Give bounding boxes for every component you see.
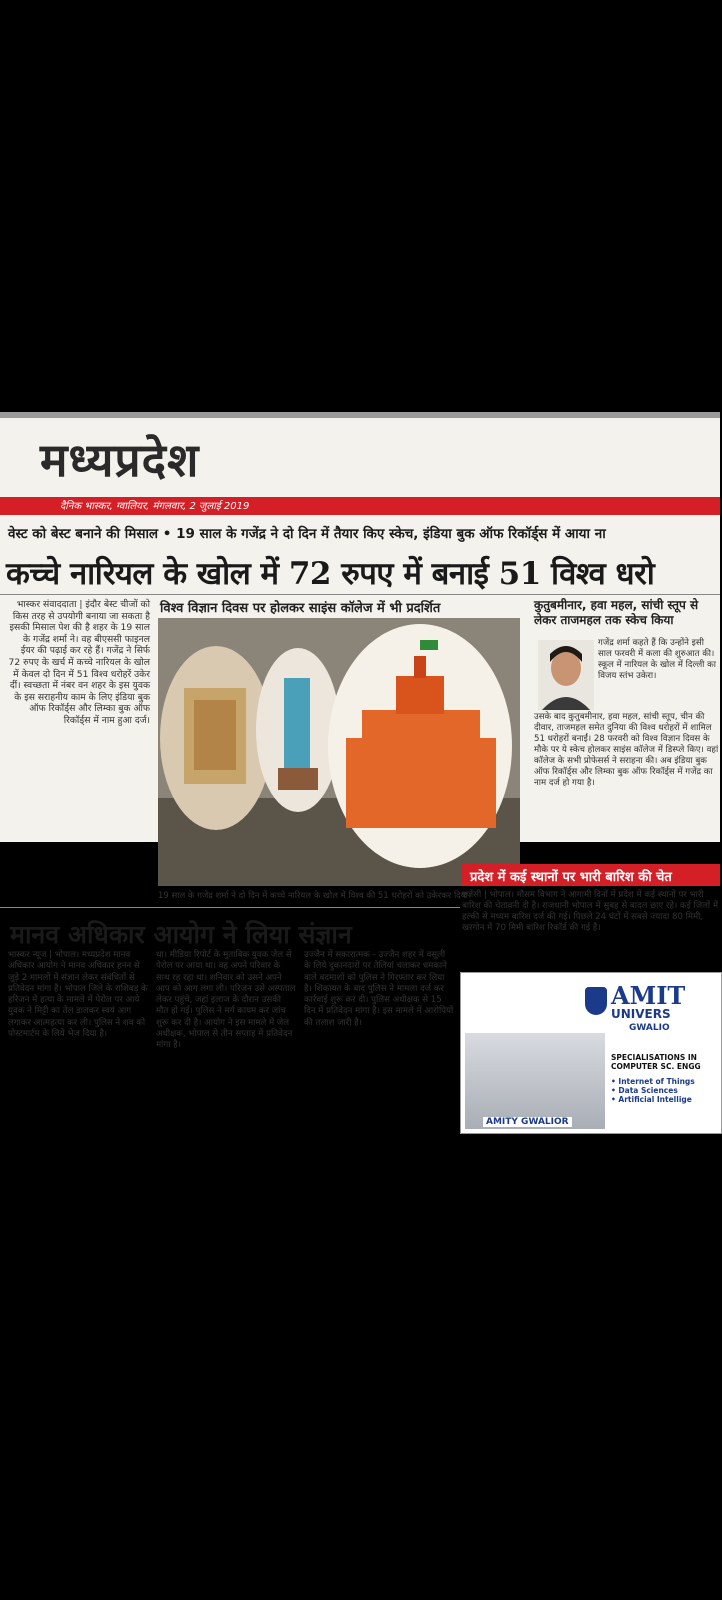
side-story-body: उसके बाद कुतुबमीनार, हवा महल, सांची स्तूप, चीन की दीवार, ताजमहल समेत दुनिया की विश्व धरोहरों में शामिल 51 धरोहरों बनाईं। 28 फरवरी को विश्व विज्ञान दिवस के मौके पर ये स्केच होलकर साइंस कॉलेज में डिस्प्ले किए। वहां कॉलेज के सभी प्रोफेसर्स ने सराहना की। अब इंडिया बुक ऑफ रिकॉर्ड्स और लिम्का बुक ऑफ रिकॉर्ड्स में गजेंद्र का नाम दर्ज हो गया है। [534, 712, 719, 788]
rain-alert-title: प्रदेश में कई स्थानों पर भारी बारिश की चेत [470, 870, 672, 885]
second-headline: मानव अधिकार आयोग ने लिया संज्ञान [10, 920, 352, 949]
rain-alert-text: एजेंसी | भोपाल। मौसम विभाग ने आगामी दिनों में प्रदेश में कई स्थानों पर भारी बारिश की चेतावनी दी है। राजधानी भोपाल में सुबह से बादल छाए रहे। कई जिलों में हल्की से मध्यम बारिश दर्ज की गई। पिछले 24 घंटों में सबसे ज्यादा 80 मिमी, खरगोन में 70 मिमी बारिश रिकॉर्ड की गई है। [462, 890, 719, 933]
ad-specialisations: SPECIALISATIONS IN COMPUTER SC. ENGG [611, 1053, 701, 1071]
divider [0, 907, 460, 908]
portrait-photo [538, 640, 594, 710]
ad-course-list [611, 1077, 719, 1104]
ad-logo: AMIT [611, 981, 686, 1010]
photo-title: विश्व विज्ञान दिवस पर होलकर साइंस कॉलेज में भी प्रदर्शित [160, 601, 441, 616]
ad-tag: AMITY GWALIOR [483, 1117, 572, 1127]
coconut-shell-photo [158, 618, 520, 886]
kicker-line: वेस्ट को बेस्ट बनाने की मिसाल • 19 साल के गजेंद्र ने दो दिन में तैयार किए स्केच, इंडिया बुक ऑफ रिकॉर्ड्स में आया ना [8, 526, 606, 542]
section-title: मध्यप्रदेश [40, 433, 200, 487]
ad-course-item: • Artificial Intellige [611, 1095, 692, 1104]
ad-university: UNIVERS [611, 1007, 671, 1021]
top-border [0, 412, 720, 418]
campus-image [465, 1033, 605, 1129]
dateline: दैनिक भास्कर, ग्वालियर, मंगलवार, 2 जुलाई 2019 [60, 501, 250, 512]
ad-course-item: • Internet of Things [611, 1077, 695, 1086]
amity-advertisement [460, 972, 722, 1134]
story2-column-3: उज्जैन में सकारात्मक ‑ उज्जैन शहर में वसूली के लिये दुकानदारों पर तेलियां चलाकर धमकाने वाले बदमाशों को पुलिस ने गिरफ्तार कर लिया है। शिकायत के बाद पुलिस ने मामला दर्ज कर कार्रवाई शुरू कर दी। पुलिस अधीक्षक से 15 दिन में प्रतिवेदन मांगा है। इस मामले में आरोपियों की तलाश जारी है। [304, 950, 454, 1028]
rain-alert-header [462, 864, 720, 886]
side-story-intro: गजेंद्र शर्मा कहते हैं कि उन्होंने इसी साल फरवरी में कला की शुरुआत की। स्कूल में नारियल के खोल में दिल्ली का विजय स्तंभ उकेरा। [598, 638, 716, 681]
side-headline: कुतुबमीनार, हवा महल, सांची स्तूप से लेकर ताजमहल तक स्केच किया [534, 598, 699, 627]
amity-shield-icon [585, 987, 607, 1015]
main-headline: कच्चे नारियल के खोल में 72 रुपए में बनाई 51 विश्व धरो [6, 556, 655, 592]
newspaper-clipping [0, 412, 720, 1127]
ad-campus: GWALIO [629, 1023, 670, 1033]
dateline-bar [0, 497, 720, 515]
story2-column-2: था। मीडिया रिपोर्ट के मुताबिक युवक जेल से पेरोल पर आया था। वह अपने परिवार के साथ रह रहा था। शनिवार को उसने अपने आप को आग लगा ली। परिजन उसे अस्पताल लेकर पहुंचे, जहां इलाज के दौरान उसकी मौत हो गई। पुलिस ने मर्ग कायम कर जांच शुरू कर दी है। आयोग ने इस मामले में जेल अधीक्षक, भोपाल से तीन सप्ताह में प्रतिवेदन मांगा है। [156, 950, 296, 1051]
story2-column-1: भास्कर न्यूज | भोपाल। मध्यप्रदेश मानव अधिकार आयोग ने मानव अधिकार हनन से जुड़े 2 मामलों में संज्ञान लेकर संबंधितों से प्रतिवेदन मांगा है। भोपाल जिले के राशिबड़ के हरिजन में हत्या के मामले में पेरोल पर आये युवक ने मिट्टी का तेल डालकर स्वयं आग लगाकर आत्महत्या कर ली। पुलिस ने शव को पोस्टमार्टम के लिये भेज दिया है। [8, 950, 148, 1040]
story-left-column: भास्कर संवाददाता | इंदौर बेस्ट चीजों को किस तरह से उपयोगी बनाया जा सकता है इसकी मिसाल पेश की है शहर के 19 साल के गजेंद्र शर्मा ने। वह बीएससी फाइनल ईयर की पढ़ाई कर रहे हैं। गजेंद्र ने सिर्फ 72 रुपए के खर्च में कच्चे नारियल के खोल में केवल दो दिन में 51 विश्व धरोहरें उकेर दीं। स्वच्छता में नंबर वन शहर के इस युवक के इस सराहनीय काम के लिए इंडिया बुक ऑफ रिकॉर्ड्स और लिम्का बुक ऑफ रिकॉर्ड्स में नाम हुआ दर्ज। [8, 599, 150, 726]
ad-course-item: • Data Sciences [611, 1086, 678, 1095]
photo-caption: 19 साल के गजेंद्र शर्मा ने दो दिन में कच्चे नारियल के खोल में विश्व की 51 धरोहरों को उकेरकर दिया। [158, 891, 472, 901]
divider [0, 594, 720, 595]
